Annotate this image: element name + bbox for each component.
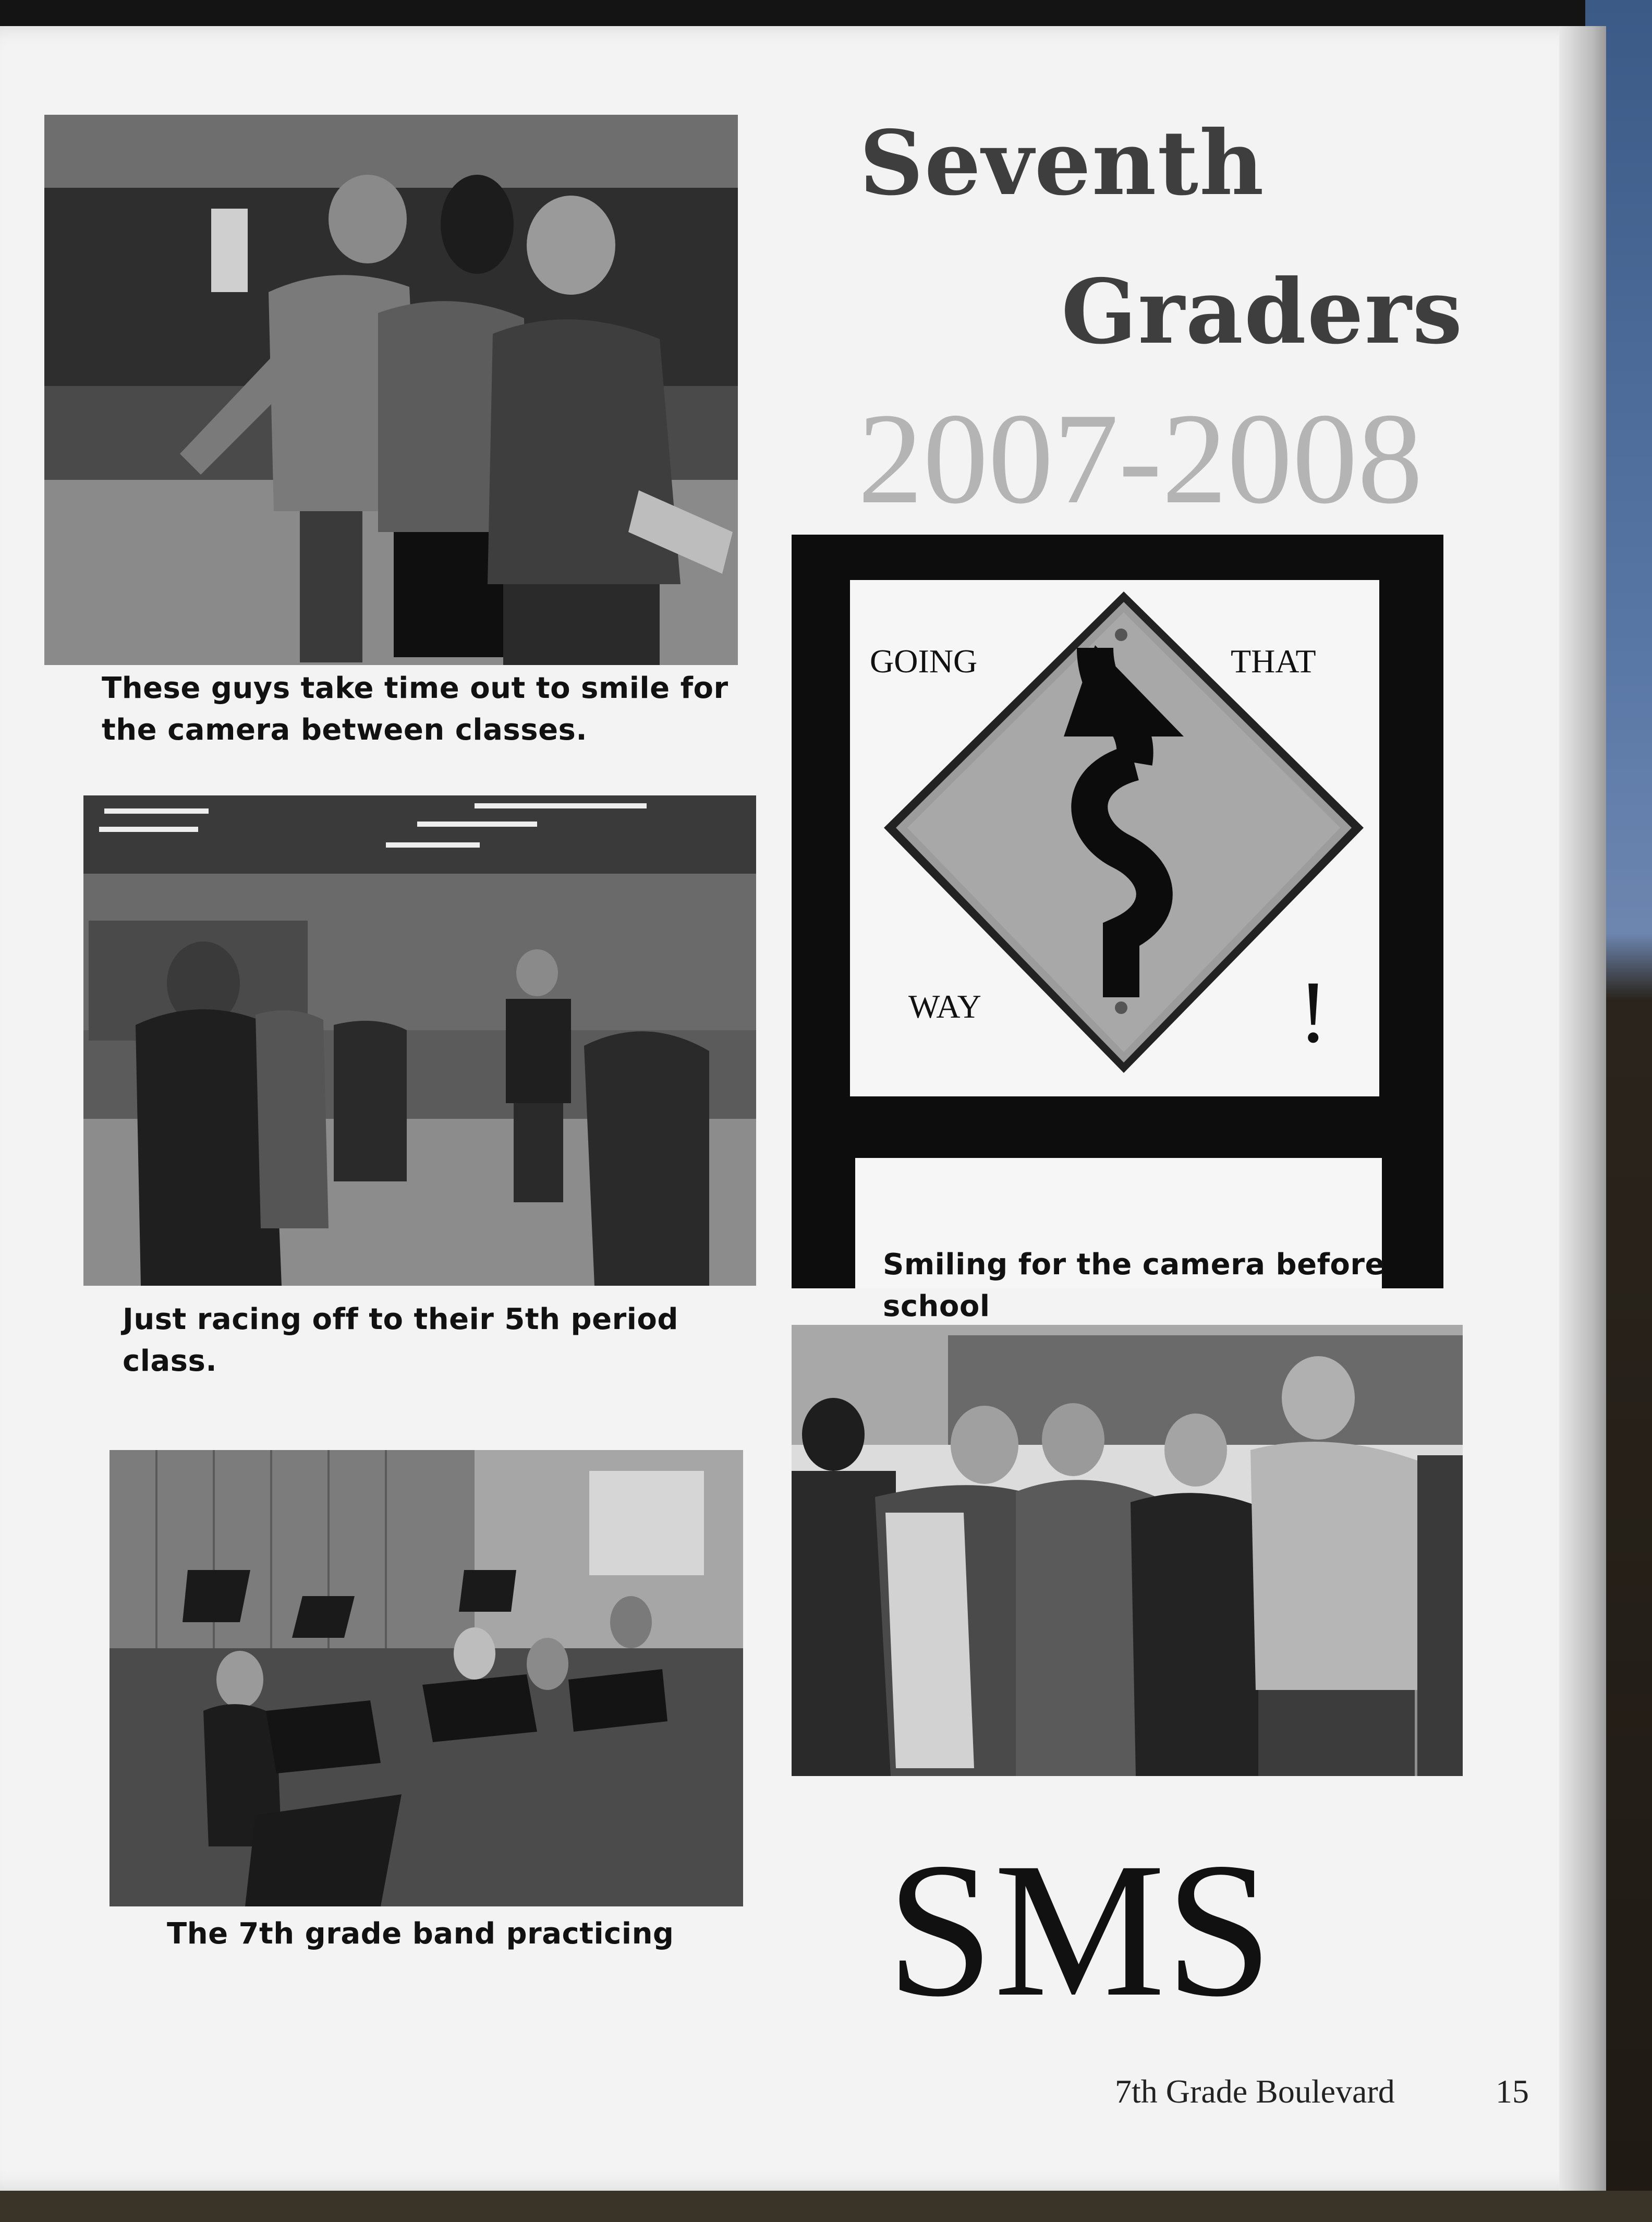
title-seventh: Seventh	[859, 111, 1265, 215]
scan-top-edge	[0, 0, 1652, 29]
sign-word-going: GOING	[870, 643, 978, 680]
caption-photo-2: Just racing off to their 5th period class.	[123, 1302, 678, 1378]
page-number: 15	[1496, 2073, 1529, 2110]
page-binding-edge	[1559, 26, 1606, 2191]
scan-bottom-edge	[0, 2191, 1652, 2222]
school-initials: SMS	[886, 1823, 1273, 2037]
photo-students-commons	[83, 795, 756, 1286]
sign-exclamation: !	[1298, 963, 1328, 1061]
sign-word-that: THAT	[1231, 643, 1316, 680]
title-graders: Graders	[1061, 260, 1464, 364]
footer-section-title: 7th Grade Boulevard	[1115, 2073, 1395, 2110]
photo-band-practice	[110, 1450, 743, 1906]
photo-boys-hallway	[44, 115, 738, 665]
caption-photo-4: Smiling for the camera before school	[883, 1248, 1385, 1323]
photo-boys-outside	[792, 1325, 1463, 1776]
sign-word-way: WAY	[908, 988, 981, 1025]
title-years: 2007-2008	[858, 387, 1423, 531]
caption-photo-3: The 7th grade band practicing	[167, 1917, 674, 1951]
caption-photo-1: These guys take time out to smile for the camera between classes.	[102, 671, 728, 747]
